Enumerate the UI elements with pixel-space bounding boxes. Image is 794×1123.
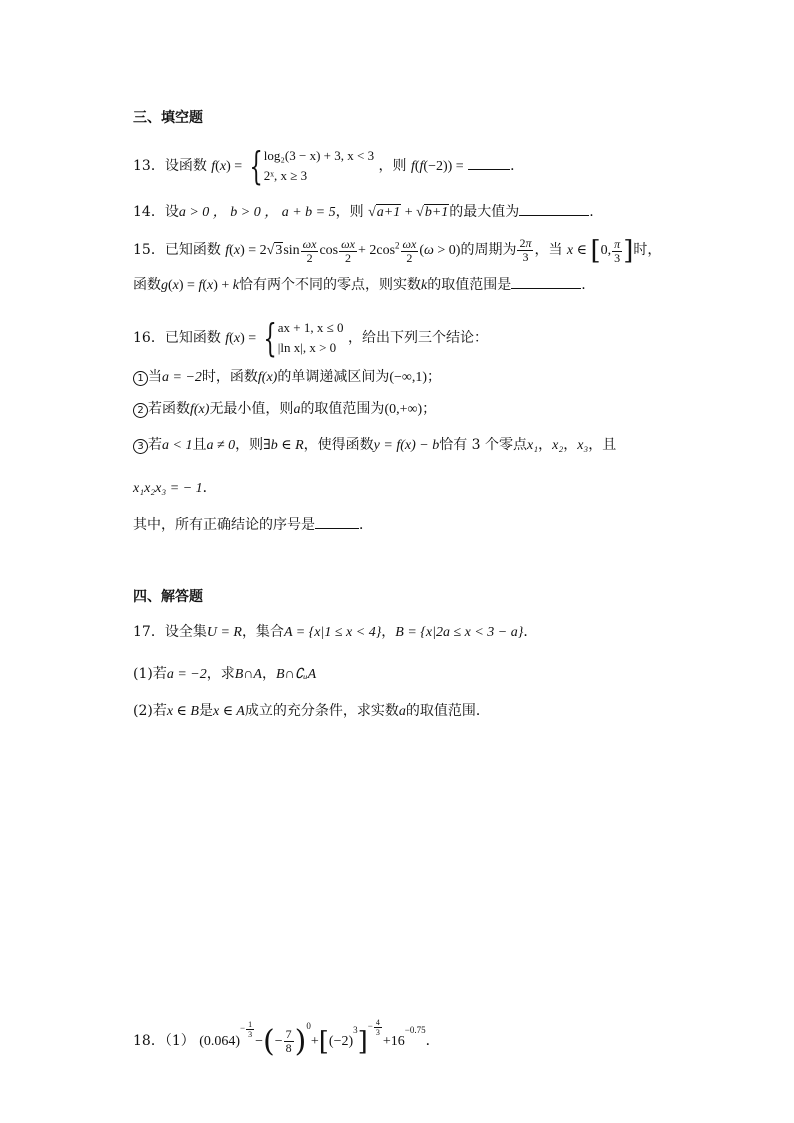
q15-middle: 的周期为 <box>460 242 517 259</box>
q13-prefix: 13．设函数 <box>133 158 207 174</box>
q15-function: f(x) = 2√3sin $\frac{\omega x}{2}$ cos $\frac{\omega x}{2}$ + $2\cos^2$ $\frac{\omega x}{2}$ (ω > 0) <box>225 236 461 265</box>
q15-interval: x ∈ [0, $\frac{\pi}{3}$ ] <box>566 236 634 266</box>
q16-suffix: ，给出下列三个结论： <box>347 330 488 346</box>
q13-brace: { <box>249 144 263 188</box>
section-title-solutions: 四、解答题 <box>133 589 203 605</box>
q16-item3-end: ． <box>202 480 217 496</box>
q16-item3-t6: ，使得函数 <box>303 437 374 453</box>
q16-item1-t2: 时，函数 <box>201 369 258 385</box>
q13-answer-blank[interactable] <box>468 155 510 170</box>
q16-item3-t7: y = f(x) − b <box>373 438 440 453</box>
q17-p2-t6: 的取值范围． <box>405 703 490 719</box>
q13-suffix: ． <box>510 158 525 174</box>
q17-end: ． <box>523 624 538 640</box>
q17-mid: ，集合 <box>241 624 284 640</box>
q17-p1-t3: B∩A <box>234 667 262 682</box>
q13-cases <box>264 146 374 186</box>
q16-item3-t10: ， <box>538 437 553 453</box>
q17-p1-t5: B∩∁ᵤA <box>275 667 317 682</box>
q16-cases <box>278 318 344 358</box>
q13-case-2: 2ˣ, x ≥ 3 <box>263 168 308 183</box>
q16-case-1: ax + 1, x ≤ 0 <box>277 320 344 335</box>
question-18 <box>133 1017 440 1059</box>
q17-part-2 <box>133 701 490 722</box>
circled-3-icon: 3 <box>133 439 148 454</box>
question-15-line2: 函数g(x) = f(x) + k恰有两个不同的零点，则实数k的取值范围是 . <box>133 274 586 296</box>
q16-item3-t2: 且 <box>192 437 207 453</box>
q13-case-1: log₂(3 − x) + 3, x < 3 <box>263 148 375 163</box>
q15-g-def: g(x) = f(x) + k <box>161 278 240 293</box>
q17-sep: ， <box>381 624 396 640</box>
q17-p2-t4: 成立的充分条件，求实数 <box>244 703 399 719</box>
q16-item1-t3: f(x) <box>257 370 278 385</box>
q14-prefix: 14．设 <box>133 204 179 220</box>
q14-conditions: a > 0 ， b > 0 ， a + b = 5 <box>178 205 336 220</box>
q17-p2-t0: (2)若 <box>133 703 167 719</box>
q18-expression: $(0.064)^{- \frac{1}{3}}$ −(− $\frac{7}{8}$ )$^0+[(-2)^3]^{- \frac{4}{3}}$ $+16^{-0.75}$ <box>199 1017 426 1059</box>
q17-p2-t1: x ∈ B <box>166 704 199 719</box>
q17-universal-set: U = R <box>206 625 242 640</box>
q16-item3-t4: ，则 <box>235 437 264 453</box>
q17-prefix: 17．设全集 <box>133 624 207 640</box>
q15-answer-blank[interactable] <box>511 274 581 289</box>
q16-item3-t3: a ≠ 0 <box>206 438 236 453</box>
question-15 <box>133 236 661 266</box>
q14-suffix: 的最大值为 <box>449 204 520 220</box>
q16-brace: { <box>263 316 277 360</box>
q15-time: 时， <box>633 242 662 259</box>
q17-p1-t0: (1)若 <box>133 666 167 682</box>
q16-item-3 <box>133 435 616 456</box>
q17-p1-t2: ，求 <box>206 666 235 682</box>
q16-item3-t14: ，且 <box>588 437 617 453</box>
q15-when: ，当 <box>534 242 563 259</box>
q16-conclusion <box>133 514 373 535</box>
q17-p2-t2: 是 <box>198 703 213 719</box>
q16-item2-t5: (0,+∞) <box>384 402 423 417</box>
q16-item2-t4: 的取值范围为 <box>300 401 385 417</box>
q16-item2-t2: 无最小值，则 <box>209 401 294 417</box>
q16-item-3-cont <box>133 478 217 499</box>
q16-item-2 <box>133 399 436 420</box>
q16-item3-product: x₁x₂x₃ = − 1 <box>133 481 203 496</box>
q14-expression: √a+1 + √b+1 <box>368 205 449 220</box>
q16-case-2: |ln x|, x > 0 <box>277 340 337 355</box>
q15-prefix: 15．已知函数 <box>133 242 221 259</box>
q15-line2a: 函数 <box>133 277 161 293</box>
q16-conclusion-end: ． <box>359 517 373 533</box>
q16-item3-t1: a < 1 <box>162 438 193 453</box>
q17-set-b: B = {x|2a ≤ x < 3 − a} <box>395 625 524 640</box>
q16-item2-t3: a <box>293 402 301 417</box>
q16-item2-t1: f(x) <box>190 402 210 417</box>
q16-item1-t0: 当 <box>148 369 162 385</box>
q15-period: $\frac{2\pi}{3}$ <box>519 235 532 264</box>
q14-middle: ，则 <box>335 204 364 220</box>
q16-item2-t6: ； <box>422 401 437 417</box>
q16-item1-t6: ； <box>427 369 442 385</box>
q16-item3-t9: x₁ <box>527 438 539 453</box>
question-17 <box>133 622 537 643</box>
q13-fx: f <box>211 159 216 174</box>
q16-conclusion-text: 其中，所有正确结论的序号是 <box>133 517 315 533</box>
q16-item1-t4: 的单调递减区间为 <box>277 369 390 385</box>
q16-item-1 <box>133 367 441 388</box>
q18-prefix: 18．（1） <box>133 1033 195 1049</box>
q17-p1-t4: ， <box>261 666 276 682</box>
circled-1-icon: 1 <box>133 371 148 386</box>
q16-item1-t5: (−∞,1) <box>389 370 428 385</box>
q16-item3-t5: ∃b ∈ R <box>263 438 304 453</box>
q15-k: k <box>421 278 428 293</box>
q16-answer-blank[interactable] <box>315 514 359 529</box>
q17-part-1 <box>133 664 316 685</box>
q16-item2-t0: 若函数 <box>148 401 190 417</box>
question-13: 13．设函数 f(x) = { log₂(3 − x) + 3, x < 3 2ˣ, x ≥ 3 ，则 f(f(−2)) = ． <box>133 144 525 188</box>
q17-p1-t1: a = −2 <box>166 667 207 682</box>
q16-item3-t0: 若 <box>148 437 162 453</box>
q15-line2c: 的取值范围是 <box>427 277 512 293</box>
q16-item3-t12: ， <box>563 437 578 453</box>
q16-item3-t13: x₃ <box>577 438 589 453</box>
question-16: 16．已知函数 f(x) = { ax + 1, x ≤ 0 |ln x|, x > 0 ，给出下列三个结论： <box>133 316 488 360</box>
q16-item3-t11: x₂ <box>552 438 564 453</box>
q15-line2b: 恰有两个不同的零点，则实数 <box>239 277 422 293</box>
q17-p2-t3: x ∈ A <box>212 704 245 719</box>
q17-set-a: A = {x|1 ≤ x < 4} <box>283 625 382 640</box>
q13-middle: ，则 <box>378 158 407 174</box>
section-title-fill-in: 三、填空题 <box>133 110 203 126</box>
q18-end: ． <box>425 1033 440 1049</box>
q16-prefix: 16．已知函数 <box>133 330 221 346</box>
q17-p2-t5: a <box>398 704 406 719</box>
q16-item3-t8: 恰有 3 个零点 <box>439 437 528 453</box>
q14-answer-blank[interactable] <box>519 201 589 216</box>
q16-item1-t1: a = −2 <box>162 370 202 385</box>
circled-2-icon: 2 <box>133 403 148 418</box>
question-14: 14．设a > 0 ， b > 0 ， a + b = 5，则 √a+1 + √b+1的最大值为 . <box>133 201 594 223</box>
